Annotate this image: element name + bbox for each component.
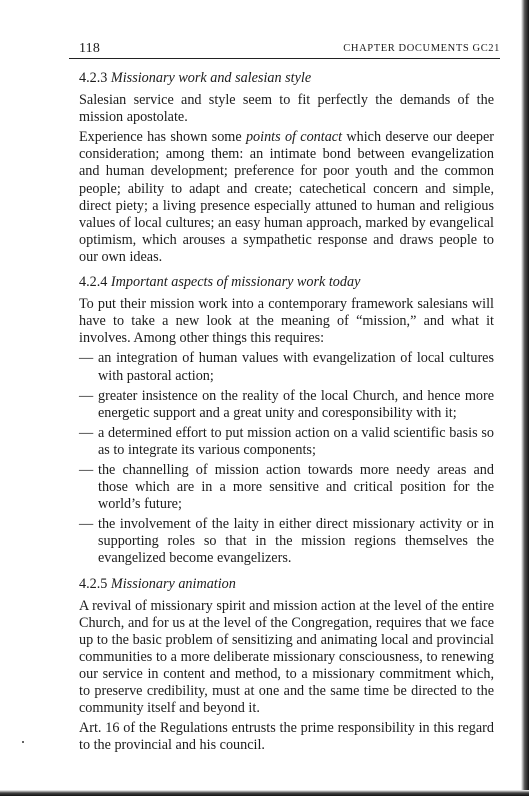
running-head: CHAPTER DOCUMENTS GC21 — [343, 43, 500, 54]
page-number: 118 — [79, 41, 101, 56]
list-item: — an integration of human values with evangelization of local cultures with pastoral action; — [79, 350, 494, 384]
section-title: Missionary animation — [110, 575, 236, 592]
section-number: 4.2.5 — [79, 575, 108, 592]
list-item: — the involvement of the laity in either direct missionary activity or in supporting roles so that in the mission regions themselves the evangelized become evangelizers. — [79, 516, 494, 567]
scan-speck — [22, 741, 24, 743]
section-number: 4.2.3 — [79, 70, 108, 86]
section-number: 4.2.4 — [79, 274, 108, 291]
section-title: Important aspects of missionary work today — [110, 274, 361, 291]
section-heading-4-2-5 — [79, 576, 494, 593]
page-edge-shadow-bottom — [0, 790, 529, 796]
page-edge-shadow-right — [521, 0, 529, 796]
paragraph: Salesian service and style seem to fit perfectly the demands of the mission apostolate. — [79, 92, 494, 126]
section-heading-4-2-3 — [79, 70, 494, 87]
section-heading-4-2-4 — [79, 274, 494, 291]
emphasis-points-of-contact: points of contact — [245, 129, 343, 146]
page-header — [69, 38, 500, 59]
paragraph: To put their mission work into a contemporary framework salesians will have to take a new look at the meaning of “mission,” and what it involves. Among other things this requires: — [79, 296, 494, 347]
list-item: — the channelling of mission action towards more needy areas and those which are in a more sensitive and critical position for the world’s future; — [79, 462, 494, 513]
paragraph: Experience has shown some points of contact which deserve our deeper consideration; among them: an intimate bond between evangelization and human development; preference for poor youth and the common people; ability to adapt and create; catechetical concern and simple, direct piety; a living presence especially attuned to human and religious values of local cultures; an easy human approach, marked by evangelical optimism, which arouses a sympathetic response and draws people to our own ideas. — [79, 129, 495, 265]
section-title: Missionary work and salesian style — [110, 70, 312, 86]
requirements-list — [79, 350, 494, 567]
page-body — [79, 70, 494, 757]
list-item: — greater insistence on the reality of the local Church, and hence more energetic support and a great unity and coresponsibility with it; — [79, 388, 494, 422]
list-item: — a determined effort to put mission action on a valid scientific basis so as to integrate its various components; — [79, 425, 494, 459]
paragraph: Art. 16 of the Regulations entrusts the prime responsibility in this regard to the provincial and his council. — [79, 720, 494, 754]
paragraph: A revival of missionary spirit and mission action at the level of the entire Church, and for us at the level of the Congregation, requires that we face up to the basic problem of sensitizing and animating local and provincial communities to a more deliberate missionary consciousness, to renewing our service in content and method, to a missionary commitment which, to preserve credibility, must at one and the same time be directed to the community itself and beyond it. — [79, 597, 494, 717]
